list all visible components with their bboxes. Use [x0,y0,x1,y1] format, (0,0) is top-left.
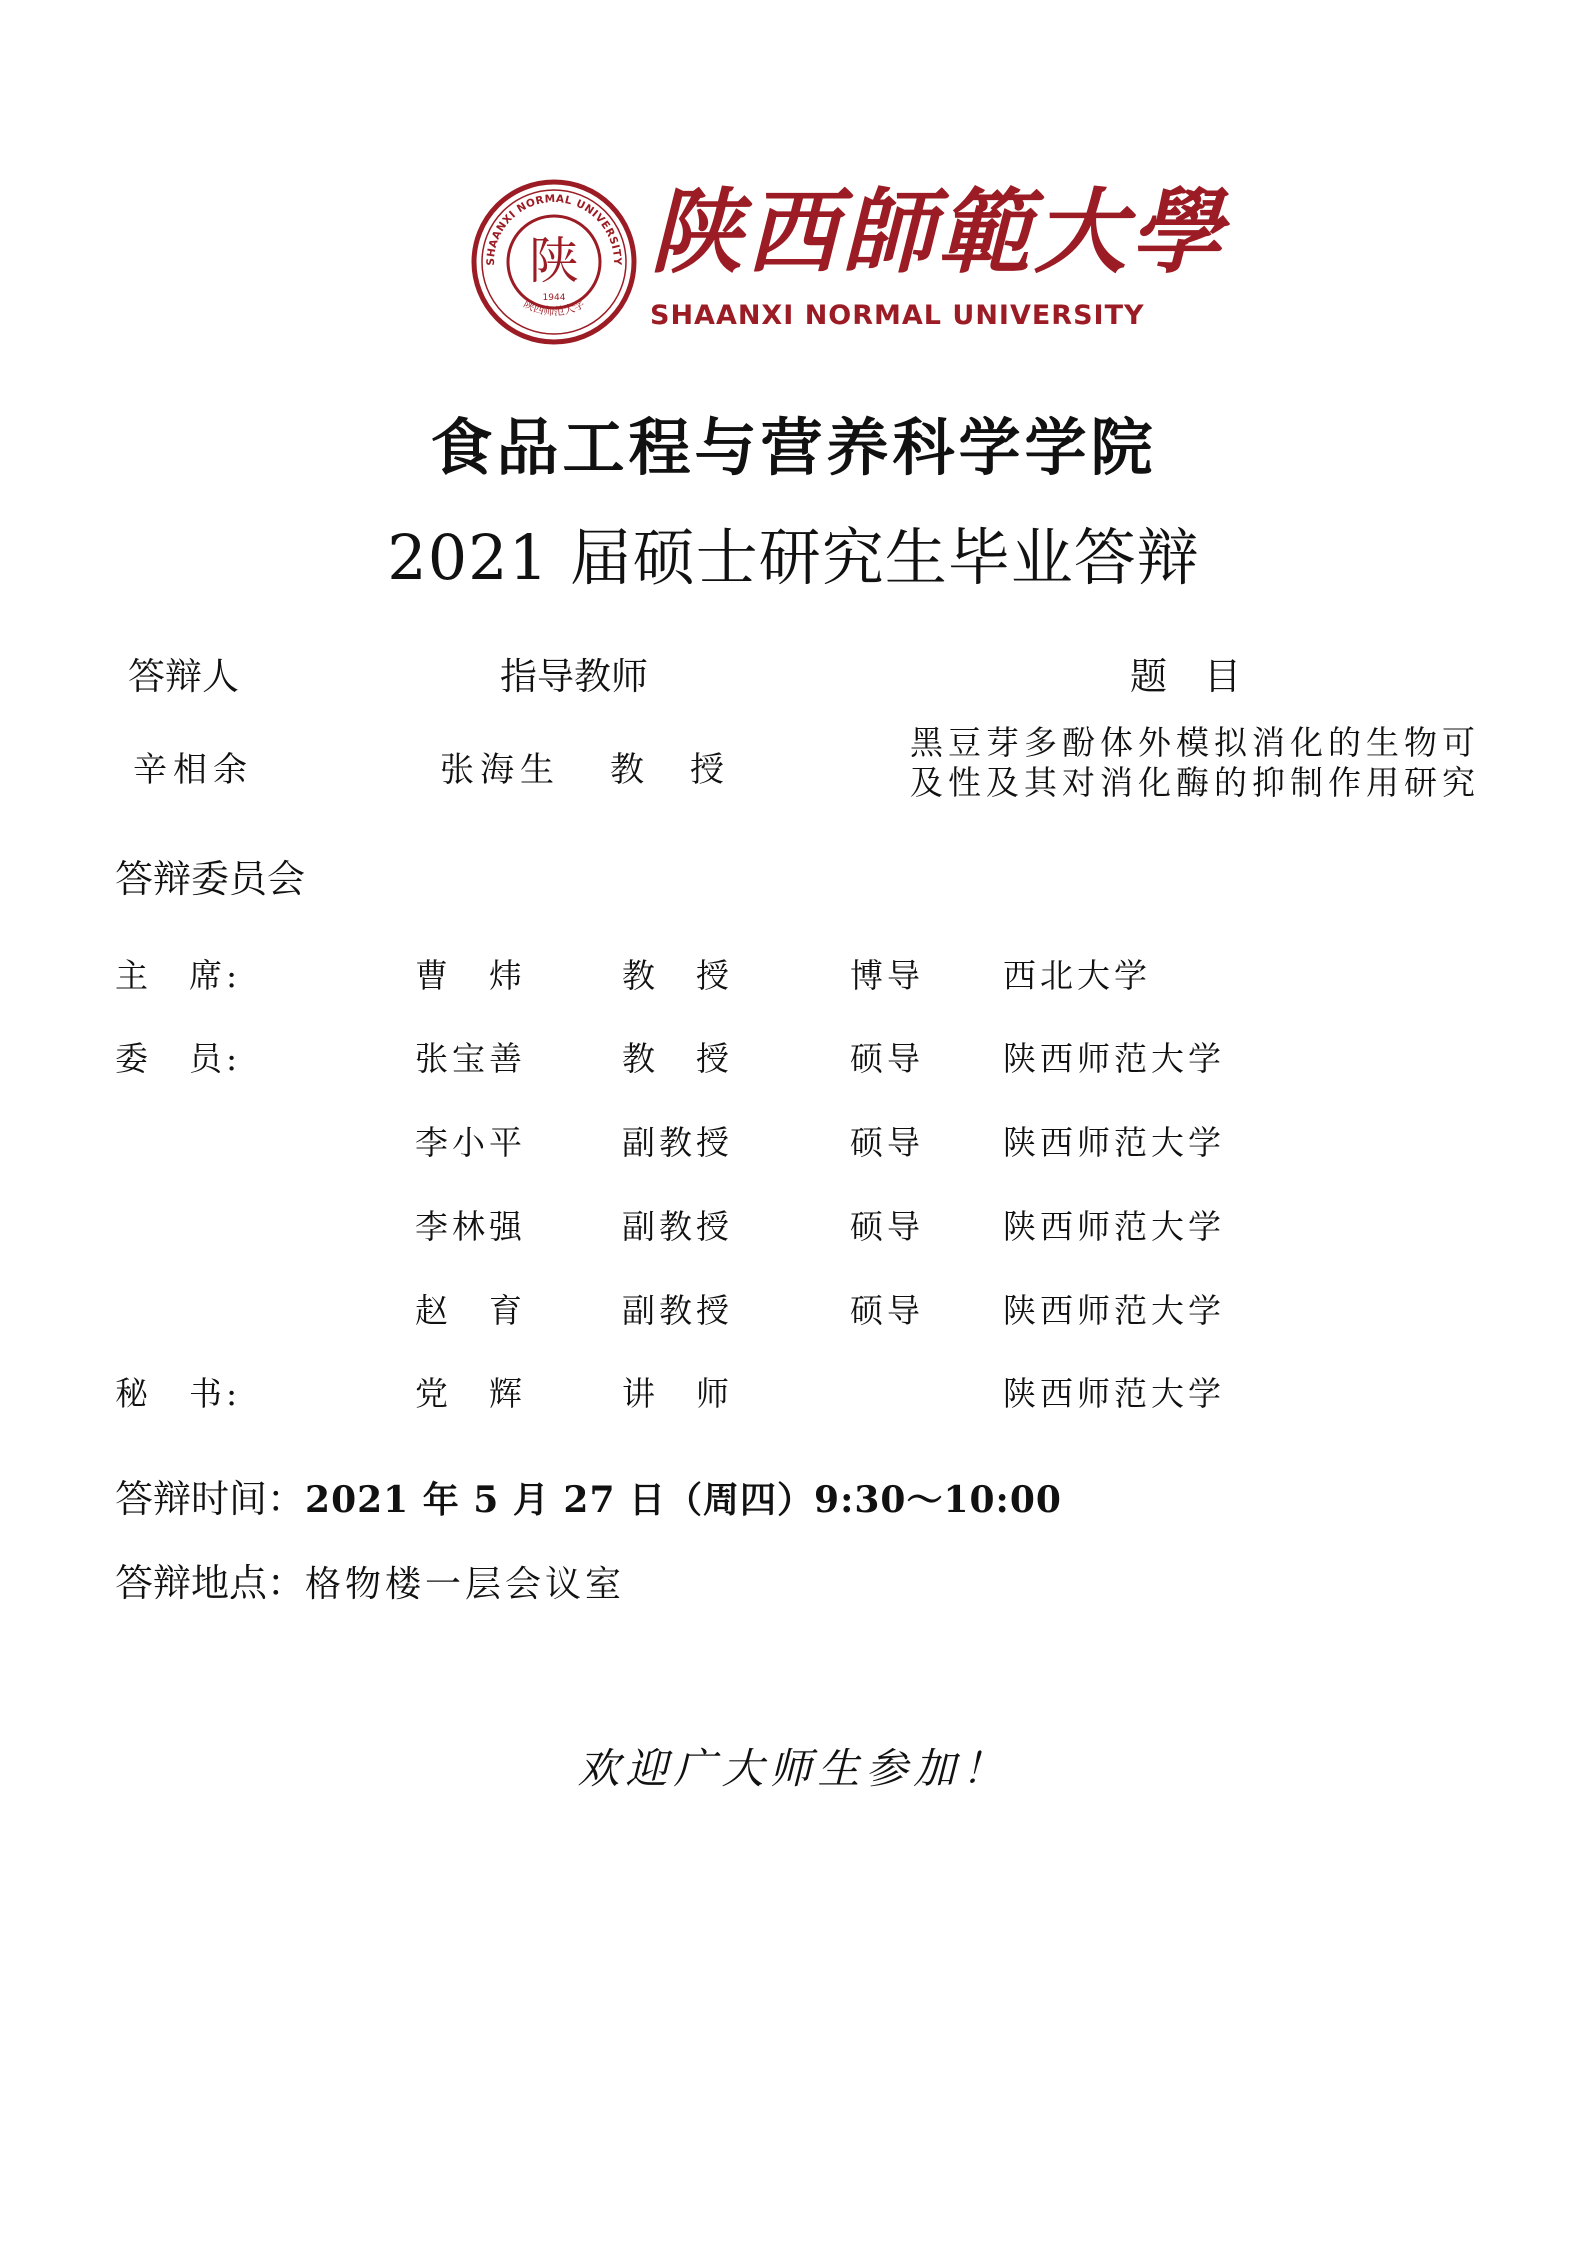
member-affiliation: 陕西师范大学 [1003,1039,1225,1078]
place-value: 格物楼一层会议室 [305,1564,626,1605]
member-rank: 副教授 [622,1207,733,1246]
advisor-name: 张海生 [440,750,560,790]
time-value: 2021 年 5 月 27 日（周四）9:30～10:00 [305,1479,1062,1521]
member-role: 委 员: [115,1039,242,1078]
thesis-topic-line2: 及性及其对消化酶的抑制作用研究 [910,763,1480,802]
header-topic: 题 目 [1130,655,1241,698]
member-name: 李林强 [415,1207,526,1246]
member-affiliation: 陕西师范大学 [1003,1123,1225,1162]
advisor-title: 教 授 [610,750,730,790]
member-affiliation: 西北大学 [1003,956,1151,995]
place-label: 答辩地点： [115,1561,306,1605]
member-name: 张宝善 [415,1039,526,1078]
university-seal-icon [470,178,638,346]
member-name: 赵 育 [415,1291,526,1330]
thesis-topic-line1: 黑豆芽多酚体外模拟消化的生物可 [910,723,1480,762]
candidate-name: 辛相余 [133,750,253,790]
welcome-text: 欢迎广大师生参加！ [577,1744,1010,1793]
member-name: 曹 炜 [415,956,526,995]
header-candidate: 答辩人 [128,655,239,698]
defense-place [115,1552,625,1607]
member-affiliation: 陕西师范大学 [1003,1374,1225,1413]
college-title: 食品工程与营养科学学院 [430,411,1157,484]
member-role: 主 席: [115,956,242,995]
member-name: 李小平 [415,1123,526,1162]
time-label: 答辩时间： [115,1477,306,1521]
member-rank: 副教授 [622,1291,733,1330]
member-affiliation: 陕西师范大学 [1003,1207,1225,1246]
thesis-topic [910,723,1480,803]
member-supervisor: 硕导 [850,1039,924,1078]
member-rank: 讲 师 [622,1374,733,1413]
member-role: 秘 书: [115,1374,242,1413]
header-advisor: 指导教师 [500,655,648,698]
member-rank: 副教授 [622,1123,733,1162]
defense-time [115,1468,1062,1523]
event-title: 2021 届硕士研究生毕业答辩 [387,521,1200,594]
seal-year: 1944 [542,293,566,303]
seal-ring-text: SHAANXI NORMAL UNIVERSITY [484,192,624,266]
member-name: 党 辉 [415,1374,526,1413]
seal-char: 陕 [529,232,579,290]
logo-name-en: SHAANXI NORMAL UNIVERSITY [650,300,1145,331]
seal-bottom-text: 陕西师范大学 [521,297,587,319]
member-rank: 教 授 [622,1039,733,1078]
logo-name-cn: 陕西師範大學 [650,178,1227,286]
committee-title: 答辩委员会 [115,857,306,901]
member-supervisor: 硕导 [850,1207,924,1246]
member-supervisor: 博导 [850,956,924,995]
member-rank: 教 授 [622,956,733,995]
member-affiliation: 陕西师范大学 [1003,1291,1225,1330]
member-supervisor: 硕导 [850,1291,924,1330]
member-supervisor: 硕导 [850,1123,924,1162]
